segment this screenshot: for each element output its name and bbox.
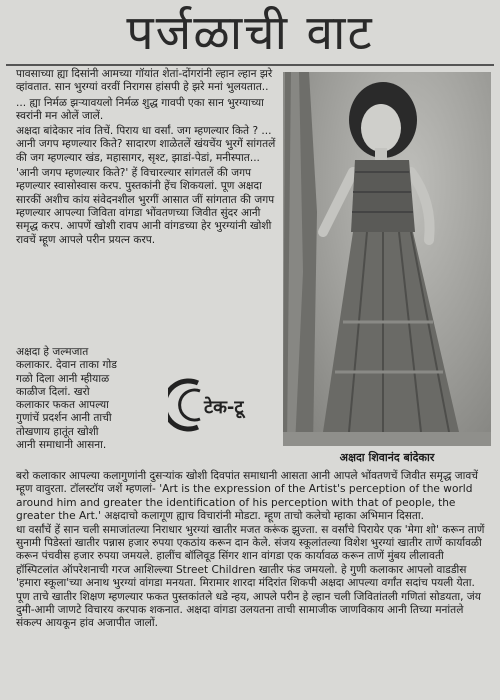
intro-paragraph: 'आनी जगप म्हणल्यार किते?' हें विचारल्यार सांगतलें की जगप म्हणल्यार स्वासोस्वास करप. पुस्तकांनी हेंच शिकयलां. पूण अक्षदा सारकीं अशीच कांय संवेदनशील भुरगीं आसात जीं सांगतात की जगप म्हणल्यार आपल्या जिविता वांगडा भोंवतणच्या जिवीत सुंदर आनी समृद्ध करप. आपणें खोशी रावप आनी वांगडच्या हेर भुरग्यांनी खोशी रावचें म्हूण आपले परीन प्रयत्न करप. xyxy=(16,167,275,246)
body-paragraph: बरो कलाकार आपल्या कलागुणांनी दुसऱ्यांक खोशी दिवपांत समाधानी आसता आनी आपले भोंवतणचें जिवीत समृद्ध जावचें म्हूण वावुरता. टॉलस्टॉय जशें म्हणलां- 'Art is the expression of the Artist's perception of the world around him and greater the identification of his perception with that of people, the greater the Art.' अक्षदाचो कलागूण ह्याच विचारांनी मोडटा. म्हूण ताचो कलेचो म्हाका अभिमान दिसता. xyxy=(16,470,479,523)
article-body xyxy=(16,470,488,631)
poem-line: कलाकार फकत आपल्या xyxy=(16,399,109,412)
girl-illustration xyxy=(283,72,491,446)
poem-line: गळो दिला आनी म्हीयाळ xyxy=(16,372,110,385)
poem-line: काळीज दिलां. खरो xyxy=(16,385,90,398)
column-logo xyxy=(168,375,278,435)
poem-line: अक्षदा हे जल्मजात xyxy=(16,346,89,358)
title-divider xyxy=(6,64,494,66)
intro-paragraph: अक्षदा बांदेकार नांव तिचें. पिराय धा वर्सां. जग म्हणल्यार किते ? ... आनी जगप म्हणल्यार किते? सादारण शाळेतलें खंयचेंय भुरगें सांगतलें की जग म्हणल्यार खंड, महासागर, सृश्ट, झाडां-पेडां, मनीस्पात... xyxy=(16,125,276,164)
girl-photo xyxy=(283,72,491,446)
poem-block xyxy=(16,346,156,452)
poem-line: गुणांचें प्रदर्शन आनी ताची xyxy=(16,412,112,425)
intro-paragraph: पावसाच्या ह्या दिसांनी आमच्या गॉयांत शेतां-दोंगरांनी ल्हान ल्हान झरे व्हांवतात. सान भुरग्यां वरवीं निरागस हांसपी हे झरे मनां भुलयतात.. xyxy=(16,68,273,94)
intro-paragraph: ... ह्या निर्मळ झऱ्यावयलो निर्मळ शुद्ध गावपी एका सान भुरग्याच्या स्वरांनी मन ओलें जालें. xyxy=(16,96,264,122)
poem-line: तोखणाय हातूंत खोशी xyxy=(16,425,99,438)
photo-caption: अक्षदा शिवानंद बांदेकार xyxy=(339,451,435,464)
swirl-logo-icon xyxy=(168,375,278,435)
poem-line: आनी समाधानी आसना. xyxy=(16,439,107,452)
article-intro-column xyxy=(16,68,278,249)
page-title: पर्जळाची वाट xyxy=(126,5,374,61)
body-paragraph: धा वर्सांचें हें सान चली समाजांतल्या निराधार भुरग्यां खातीर मजत करूंक झुज्ता. स वर्सांचे पिरायेर एक 'मेगा शो' करून ताणें सुनामी पिडेस्तां खातीर पन्नास हजार रुपया एकठांय करून दान केले. संजय स्कूलांतल्या विशेश भुरग्यां खातीर ताणें कार्यावळी करून पंचवीस हजार रुपया जमयले. हालींच बॉलिवूड सिंगर शान वांगडा एक कार्यावळ करून ताणें मुंबय लीलावती हॉस्पिटलांत ऑपरेशनाची गरज आशिल्ल्या Street Children खातीर फंड जमयलो. हे गुणी कलाकार आपलो वाडडीस 'हमारा स्कूला'च्या अनाथ भुरग्यां वांगडा मनयता. मिरामार शारदा मंदिरांत शिकपी अक्षदा आपल्या वर्गांत सदांच पयली येता. पूण ताचे खातीर शिक्षण म्हणल्यार फकत पुस्तकांतले धडे न्हय, आपले परीन हे ल्हान चली जिवितांतली गणितां सोडयता, जंय दुमी-आमी जाणटे विचारय करपाक शकनात. अक्षदा वांगडा उलयतना ताची सामाजीक जाणविकाय आनी तिच्या मनांतले संकल्प आयकून हांव अजापीत जालों. xyxy=(16,523,485,630)
poem-line: कलाकार. देवान ताका गोड xyxy=(16,359,117,372)
logo-text: टेक-टू xyxy=(204,397,244,418)
